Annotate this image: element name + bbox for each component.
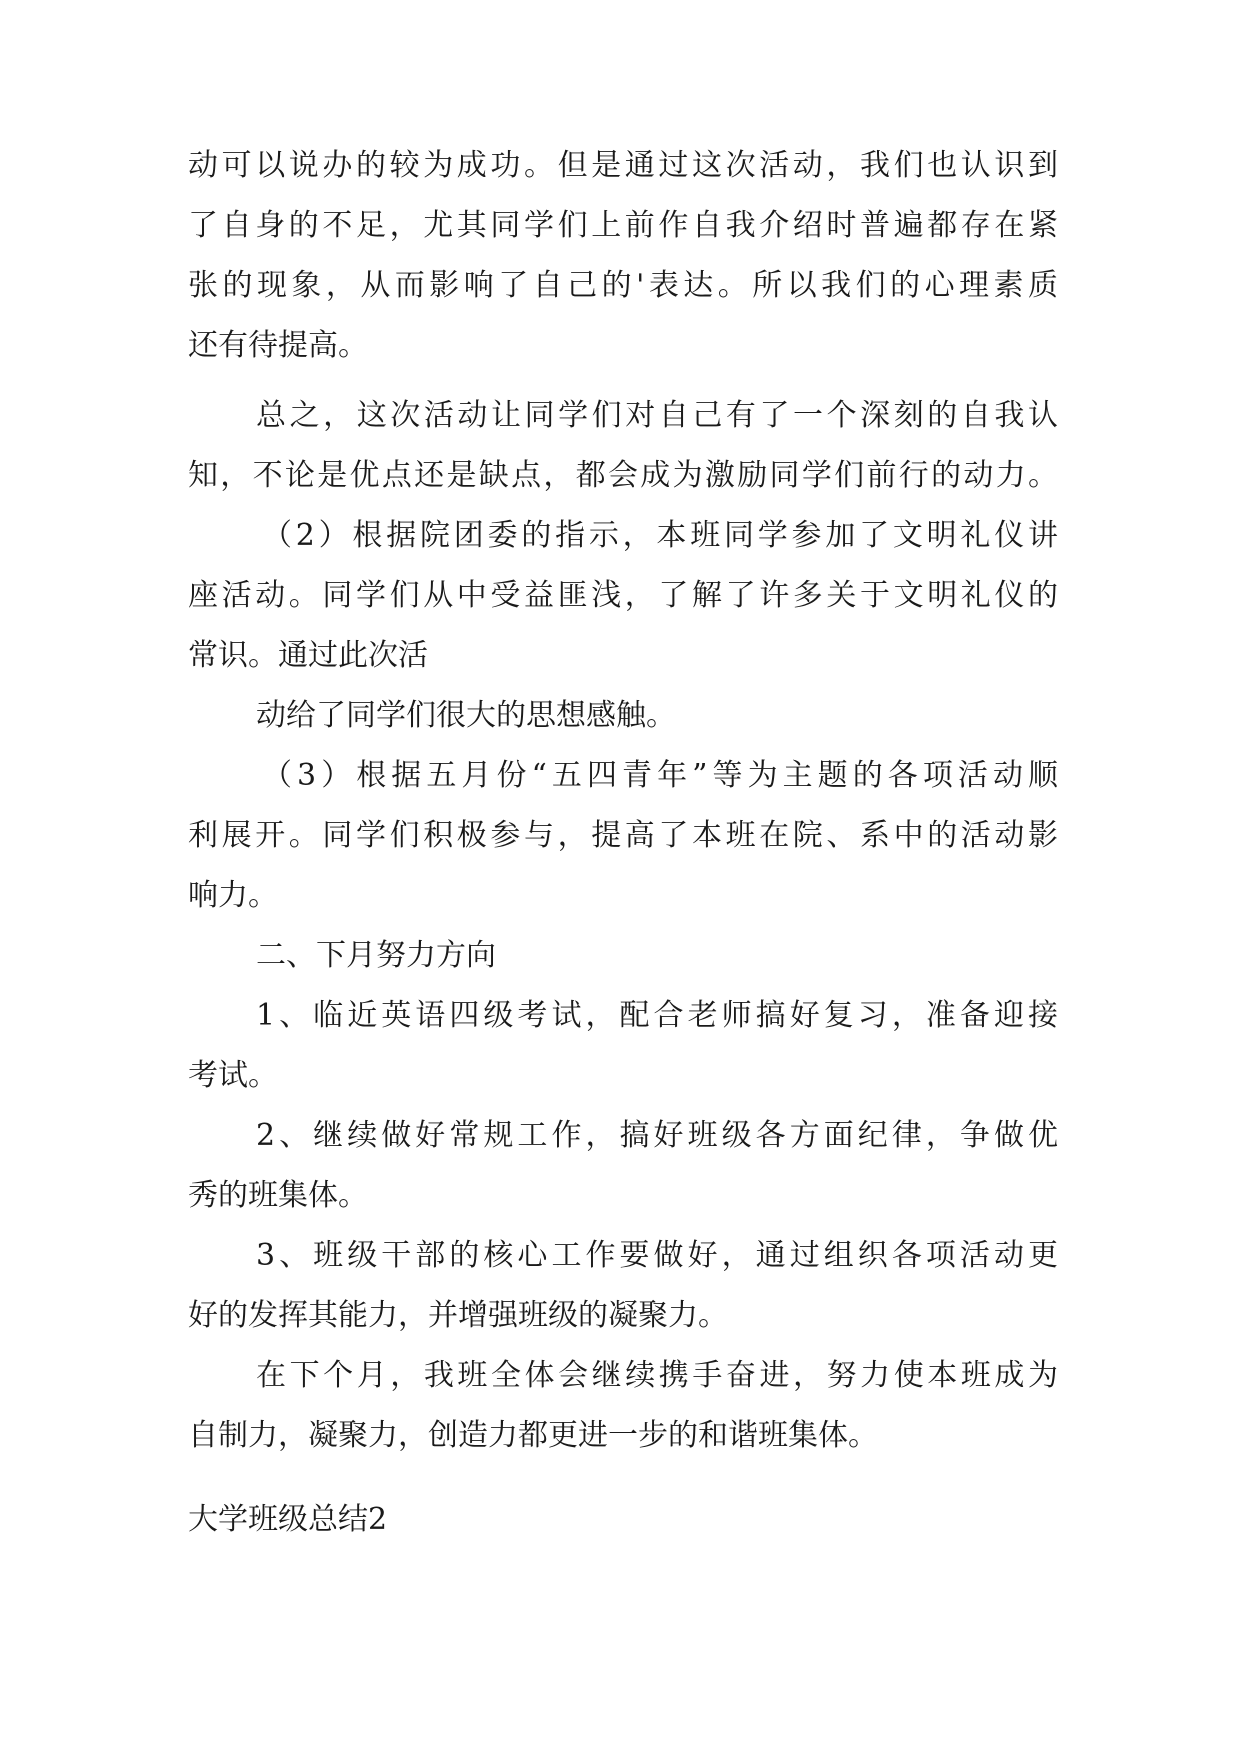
section-subheading: 二、下月努力方向: [256, 938, 496, 973]
text-line: 知，不论是优点还是缺点，都会成为激励同学们前行的动力。: [188, 458, 1058, 493]
text-line: 在下个月，我班全体会继续携手奋进，努力使本班成为: [256, 1358, 1058, 1393]
text-line: 好的发挥其能力，并增强班级的凝聚力。: [188, 1298, 728, 1333]
text-line: （3）根据五月份“五四青年”等为主题的各项活动顺: [262, 758, 1058, 793]
text-line: 座活动。同学们从中受益匪浅，了解了许多关于文明礼仪的: [188, 578, 1058, 613]
list-item: 1、临近英语四级考试，配合老师搞好复习，准备迎接: [256, 998, 1058, 1033]
list-item: 3、班级干部的核心工作要做好，通过组织各项活动更: [256, 1238, 1058, 1273]
text-line: 考试。: [188, 1058, 278, 1093]
text-line: 响力。: [188, 878, 278, 913]
section-heading: 大学班级总结2: [188, 1502, 388, 1537]
list-item: 2、继续做好常规工作，搞好班级各方面纪律，争做优: [256, 1118, 1058, 1153]
text-line: （2）根据院团委的指示，本班同学参加了文明礼仪讲: [262, 518, 1058, 553]
text-line: 秀的班集体。: [188, 1178, 368, 1213]
text-line: 了自身的不足，尤其同学们上前作自我介绍时普遍都存在紧: [188, 208, 1058, 243]
text-line: 动给了同学们很大的思想感触。: [256, 698, 676, 733]
text-line: 总之，这次活动让同学们对自己有了一个深刻的自我认: [256, 398, 1058, 433]
text-line: 自制力，凝聚力，创造力都更进一步的和谐班集体。: [188, 1418, 878, 1453]
text-line: 动可以说办的较为成功。但是通过这次活动，我们也认识到: [188, 148, 1058, 183]
text-line: 常识。通过此次活: [188, 638, 428, 673]
text-line: 还有待提高。: [188, 328, 368, 363]
text-line: 利展开。同学们积极参与，提高了本班在院、系中的活动影: [188, 818, 1058, 853]
text-line: 张的现象，从而影响了自己的'表达。所以我们的心理素质: [188, 268, 1058, 303]
